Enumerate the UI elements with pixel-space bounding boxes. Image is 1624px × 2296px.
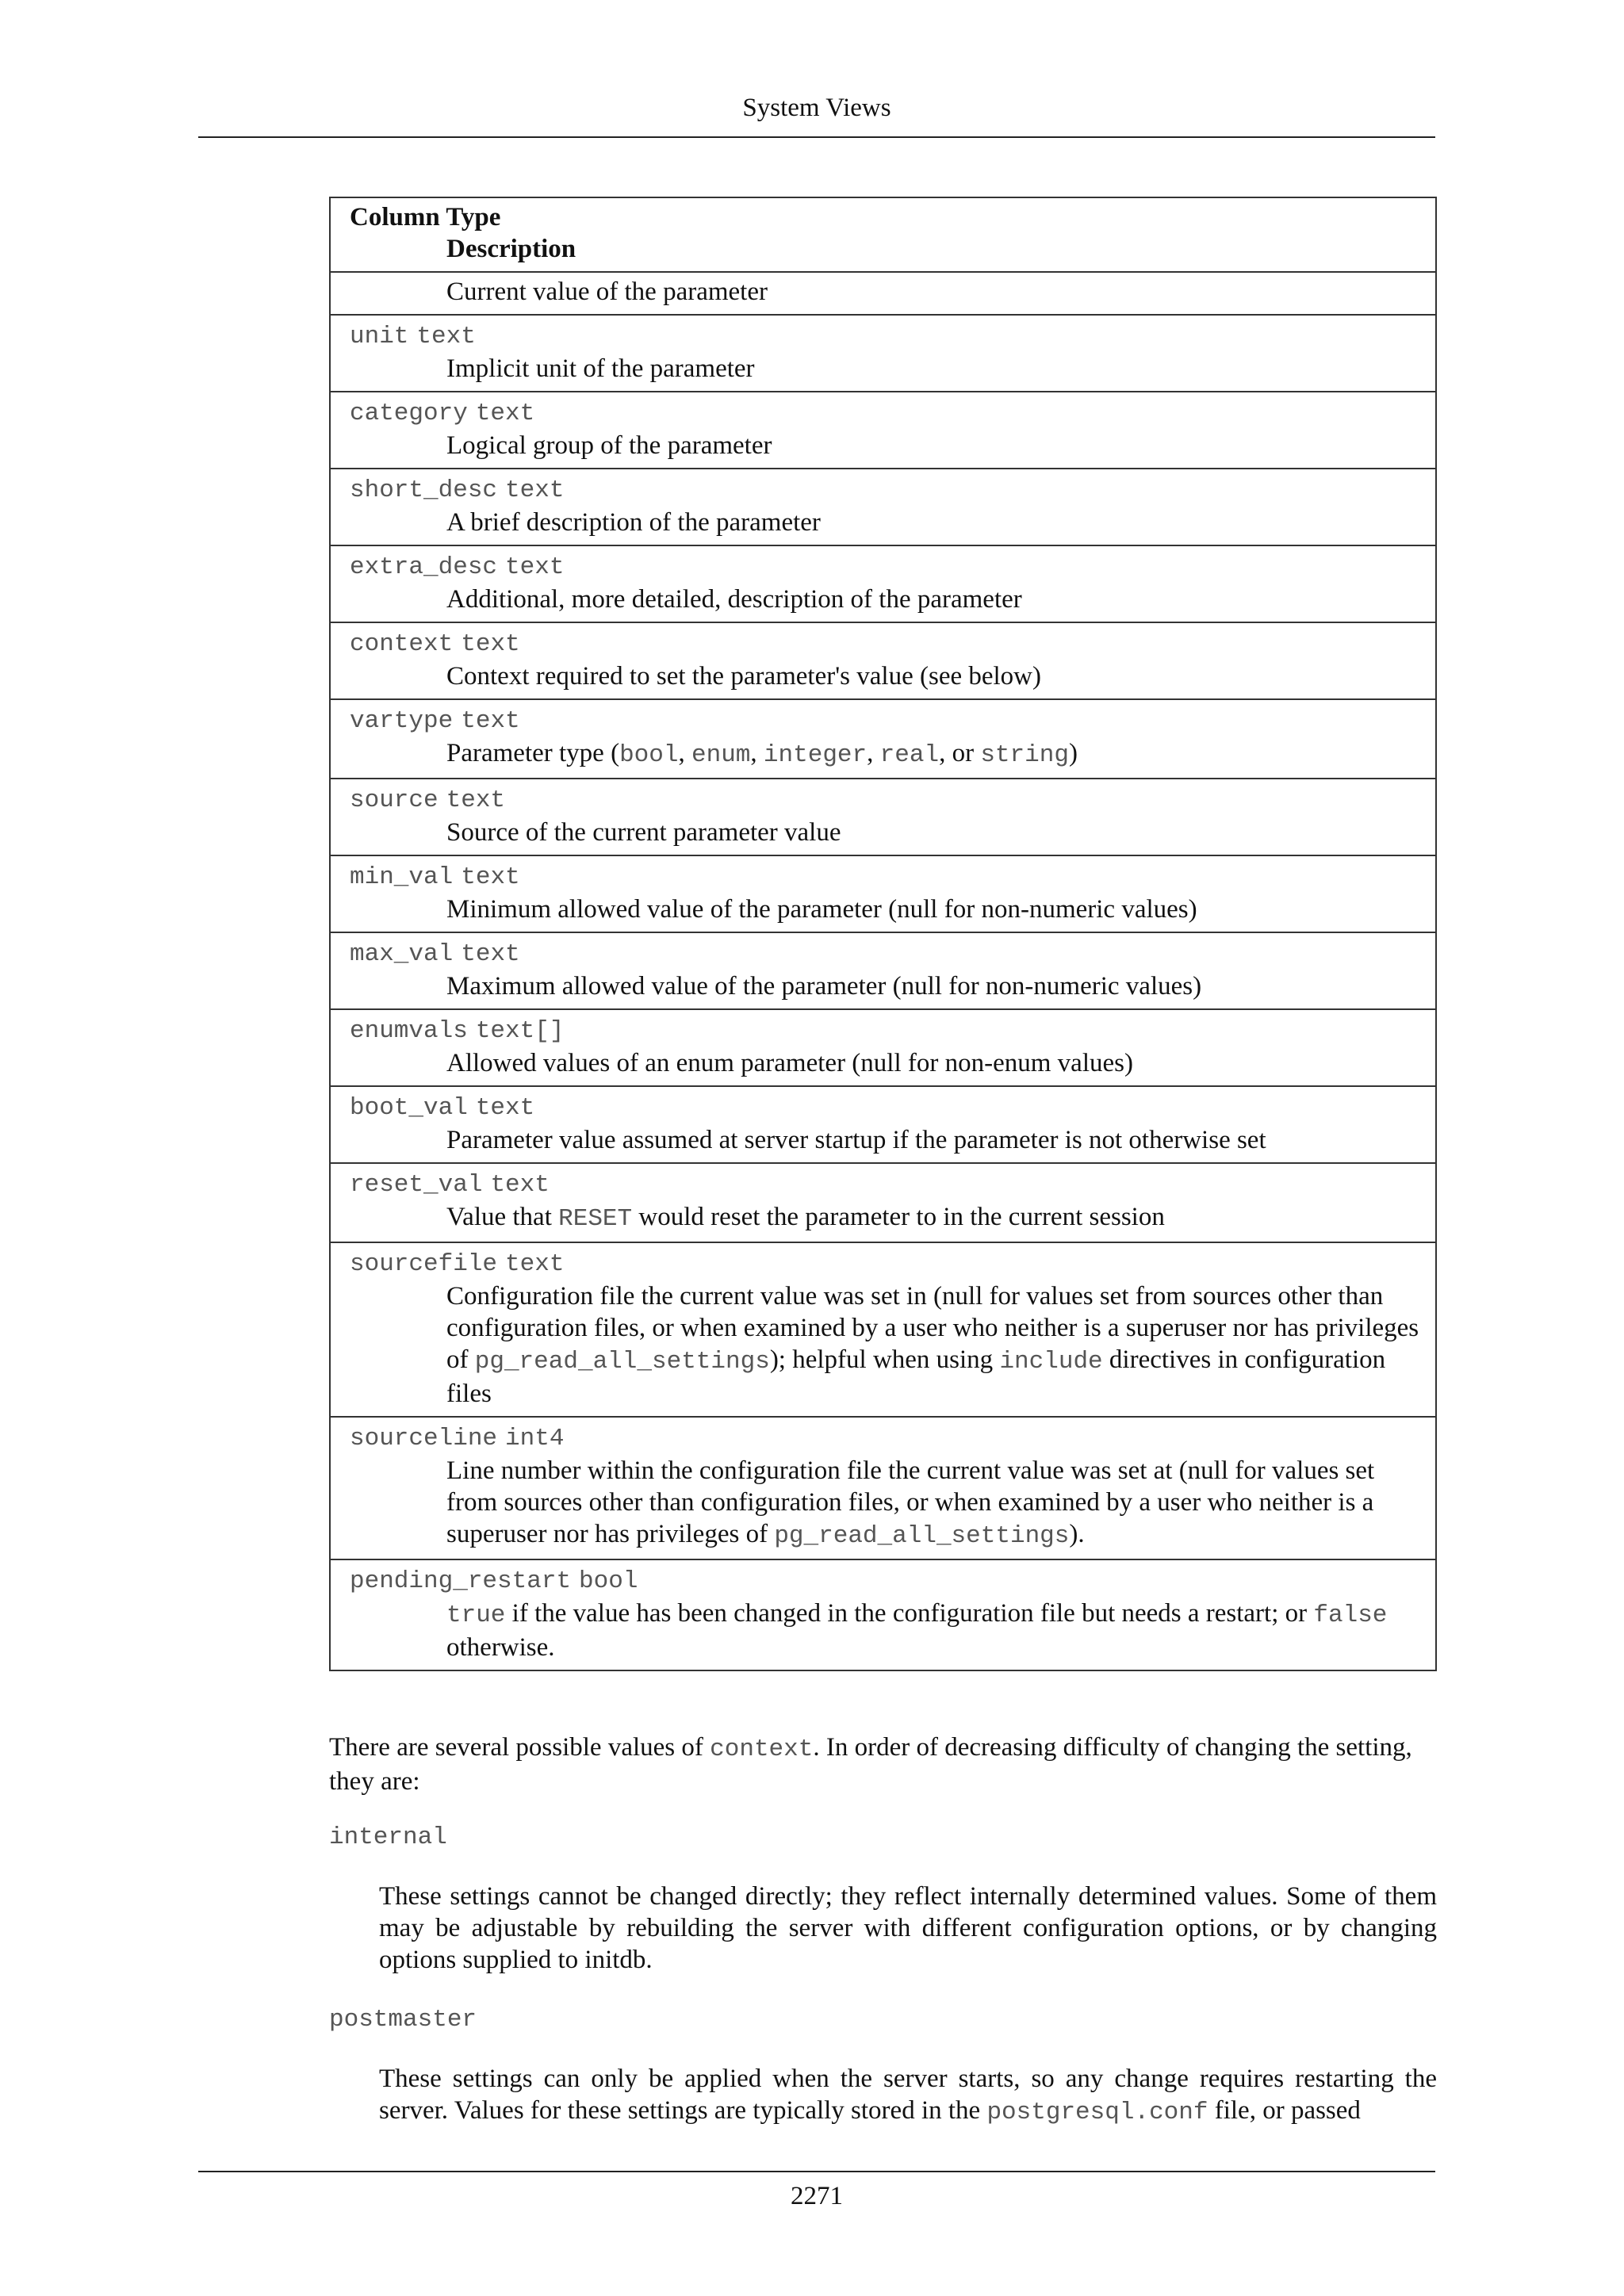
table-row	[330, 469, 1436, 545]
description-text: )	[1068, 739, 1078, 767]
column-description	[350, 1201, 1427, 1235]
inline-code: real	[879, 741, 940, 769]
column-type: text	[505, 553, 565, 581]
column-description	[350, 507, 1427, 538]
column-signature	[350, 1421, 1427, 1455]
term-postmaster: postmaster	[329, 2006, 477, 2034]
column-type: text	[505, 476, 565, 504]
column-description	[350, 737, 1427, 771]
column-name: max_val	[350, 940, 454, 968]
column-signature	[350, 1090, 1427, 1124]
column-description	[350, 353, 1427, 385]
page-number: 2271	[791, 2182, 843, 2210]
column-signature	[350, 859, 1427, 894]
columns-table	[329, 197, 1437, 1671]
running-header: System Views	[742, 94, 891, 122]
column-name: extra_desc	[350, 553, 498, 581]
header-rule	[198, 136, 1435, 138]
definition-postmaster: These settings can only be applied when the server starts, so any change requires restarting the server. Values for these settings are typically stored in the postgresql.conf file, or passed	[379, 2064, 1437, 2126]
column-name: source	[350, 786, 439, 814]
footer-rule	[198, 2171, 1435, 2172]
column-signature	[350, 1167, 1427, 1201]
column-type: int4	[505, 1425, 565, 1452]
column-signature	[350, 319, 1427, 353]
column-name: boot_val	[350, 1094, 468, 1122]
table-row	[330, 622, 1436, 699]
table-row	[330, 1009, 1436, 1086]
description-text: Source of the current parameter value	[446, 818, 841, 847]
column-signature	[350, 936, 1427, 970]
column-type: text	[446, 786, 506, 814]
column-description	[350, 430, 1427, 461]
column-type: text	[461, 707, 520, 735]
column-name: short_desc	[350, 476, 498, 504]
table-row	[330, 779, 1436, 855]
definition-internal: These settings cannot be changed directly; they reflect internally determined values. Some of them may be adjustable by rebuilding the server with different configuration options, or by changing options supplied to initdb.	[379, 1882, 1437, 1974]
column-name: vartype	[350, 707, 454, 735]
description-text: Line number within the configuration file the current value was set at (null for values set from sources other than configuration files, or when examined by a user who neither is a superuser nor has privileges of	[446, 1456, 1375, 1548]
description-text: directives in configuration files	[446, 1345, 1386, 1408]
table-row	[330, 272, 1436, 315]
column-signature	[350, 626, 1427, 660]
column-name: unit	[350, 323, 409, 350]
column-name: sourcefile	[350, 1250, 498, 1278]
column-type: text	[461, 863, 520, 891]
table-row	[330, 1559, 1436, 1670]
column-name: sourceline	[350, 1425, 498, 1452]
table-row	[330, 545, 1436, 622]
description-text: ).	[1069, 1520, 1085, 1548]
table-row	[330, 699, 1436, 779]
inline-code: postgresql.conf	[986, 2099, 1208, 2126]
description-text: would reset the parameter to in the current session	[632, 1203, 1165, 1231]
column-description	[350, 1598, 1427, 1663]
inline-code: pg_read_all_settings	[774, 1522, 1070, 1550]
column-signature	[350, 1013, 1427, 1047]
table-row	[330, 1242, 1436, 1417]
column-name: enumvals	[350, 1017, 468, 1045]
column-description	[350, 660, 1427, 692]
description-text: , or	[939, 739, 981, 767]
description-text: Allowed values of an enum parameter (null for non-enum values)	[446, 1049, 1133, 1077]
inline-code: integer	[763, 741, 868, 769]
column-signature	[350, 1246, 1427, 1280]
description-text: ,	[678, 739, 691, 767]
column-name: context	[350, 630, 454, 658]
column-type: text	[475, 1094, 535, 1122]
column-type: text	[416, 323, 476, 350]
column-name: category	[350, 400, 468, 427]
table-row	[330, 855, 1436, 932]
table-row	[330, 315, 1436, 392]
description-text: Configuration file the current value was set in (null for values set from sources other than configuration files, or when examined by a user who neither is a superuser nor has privileges of	[446, 1282, 1419, 1374]
column-description	[350, 584, 1427, 615]
table-row	[330, 932, 1436, 1009]
column-type: text	[461, 630, 520, 658]
description-heading: Description	[446, 235, 576, 263]
description-text: ); helpful when using	[769, 1345, 1000, 1374]
description-text: Logical group of the parameter	[446, 431, 772, 460]
description-text: ,	[867, 739, 880, 767]
inline-code: true	[446, 1601, 506, 1629]
column-description	[350, 1047, 1427, 1079]
table-row	[330, 1086, 1436, 1163]
column-description	[350, 894, 1427, 925]
table-header-row	[330, 197, 1436, 272]
description-text: if the value has been changed in the configuration file but needs a restart; or	[505, 1599, 1314, 1628]
column-signature	[350, 1563, 1427, 1598]
column-type: text	[505, 1250, 565, 1278]
table-row	[330, 392, 1436, 469]
description-text: Maximum allowed value of the parameter (null for non-numeric values)	[446, 972, 1202, 1001]
description-text: Value that	[446, 1203, 559, 1231]
column-type: text	[475, 400, 535, 427]
column-type-heading: Column Type	[350, 203, 501, 232]
column-description	[350, 817, 1427, 848]
description-text: Implicit unit of the parameter	[446, 354, 755, 383]
description-text: A brief description of the parameter	[446, 508, 821, 537]
description-text: otherwise.	[446, 1633, 555, 1662]
inline-code: bool	[619, 741, 679, 769]
column-description	[350, 1455, 1427, 1552]
continued-description: Current value of the parameter	[446, 277, 768, 306]
column-name: reset_val	[350, 1171, 483, 1199]
table-row	[330, 1163, 1436, 1242]
column-signature	[350, 473, 1427, 507]
column-type: text	[461, 940, 520, 968]
inline-code: RESET	[558, 1205, 633, 1233]
description-text: Context required to set the parameter's value (see below)	[446, 662, 1041, 691]
column-signature	[350, 549, 1427, 584]
description-text: Parameter value assumed at server startup if the parameter is not otherwise set	[446, 1126, 1266, 1154]
column-description	[350, 1124, 1427, 1156]
column-type: bool	[579, 1567, 638, 1595]
column-type: text[]	[475, 1017, 565, 1045]
column-signature	[350, 703, 1427, 737]
inline-code: context	[710, 1735, 814, 1763]
column-signature	[350, 396, 1427, 430]
inline-code: string	[980, 741, 1069, 769]
column-description	[350, 1280, 1427, 1410]
inline-code: enum	[691, 741, 751, 769]
description-text: Additional, more detailed, description of the parameter	[446, 585, 1022, 614]
context-intro: There are several possible values of context. In order of decreasing difficulty of changing the setting, they are:	[329, 1733, 1412, 1796]
description-text: Minimum allowed value of the parameter (null for non-numeric values)	[446, 895, 1197, 924]
inline-code: include	[999, 1348, 1103, 1376]
description-text: Parameter type (	[446, 739, 620, 767]
column-name: pending_restart	[350, 1567, 572, 1595]
inline-code: pg_read_all_settings	[474, 1348, 770, 1376]
table-row	[330, 1417, 1436, 1559]
column-type: text	[490, 1171, 550, 1199]
column-signature	[350, 783, 1427, 817]
inline-code: false	[1313, 1601, 1388, 1629]
term-internal: internal	[329, 1823, 447, 1851]
column-name: min_val	[350, 863, 454, 891]
description-text: ,	[750, 739, 764, 767]
column-description	[350, 970, 1427, 1002]
